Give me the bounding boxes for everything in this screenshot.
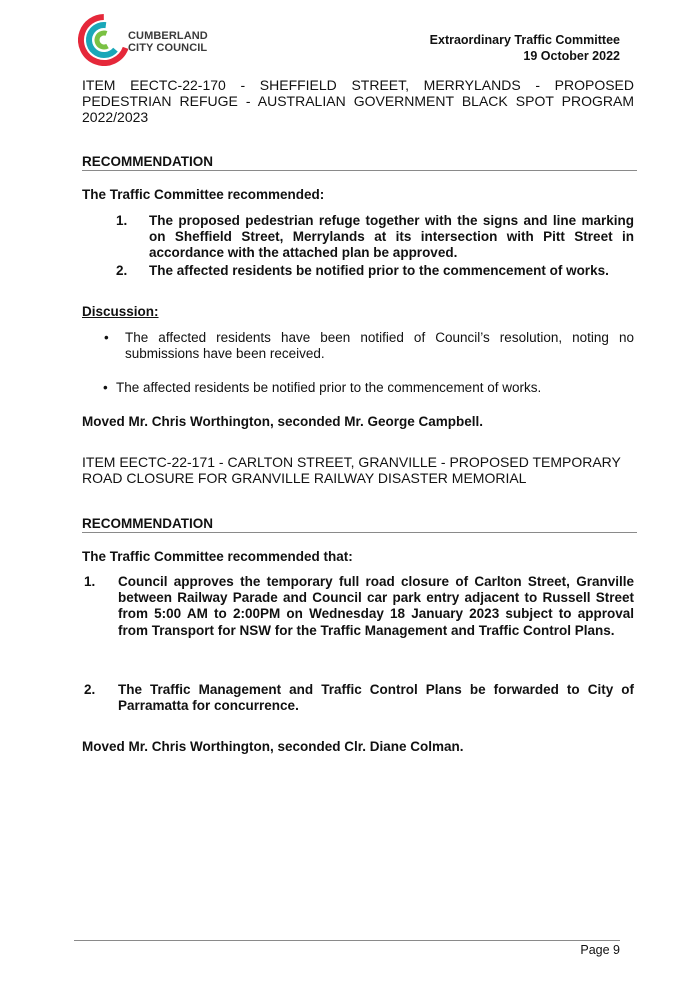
list-text: The Traffic Management and Traffic Control Plans be forwarded to City of Parramatta for concurrence. — [118, 682, 634, 714]
list-text: Council approves the temporary full road closure of Carlton Street, Granville between Railway Parade and Council car park entry adjacent to Russell Street from 5:00 AM to 2:00PM on Wednesday 18 January 2023 subject to approval from Transport for NSW for the Traffic Management and Traffic Control Plans. — [118, 574, 634, 638]
item2-recommendation-heading: RECOMMENDATION — [82, 516, 637, 533]
item2-intro: The Traffic Committee recommended that: — [82, 549, 353, 564]
page-number: Page 9 — [580, 943, 620, 957]
item1-title-line3: 2022/2023 — [82, 109, 149, 125]
list-number: 2. — [84, 682, 96, 697]
bullet-icon: • — [103, 380, 108, 395]
item2-title-line2: ROAD CLOSURE FOR GRANVILLE RAILWAY DISASTER MEMORIAL — [82, 470, 527, 486]
document-header — [430, 32, 620, 64]
org-name-line1: CUMBERLAND — [128, 30, 208, 42]
item1-moved: Moved Mr. Chris Worthington, seconded Mr. George Campbell. — [82, 414, 484, 429]
committee-name: Extraordinary Traffic Committee — [429, 33, 620, 47]
item1-title-line1: ITEM EECTC-22-170 - SHEFFIELD STREET, MERRYLANDS - PROPOSED — [82, 77, 634, 93]
list-number: 1. — [84, 574, 96, 589]
footer-divider — [74, 940, 620, 941]
list-number: 2. — [116, 263, 128, 278]
council-logo-icon — [78, 14, 130, 66]
item2-moved: Moved Mr. Chris Worthington, seconded Clr. Diane Colman. — [82, 739, 464, 754]
item2-title-line1: ITEM EECTC-22-171 - CARLTON STREET, GRANVILLE - PROPOSED TEMPORARY — [82, 454, 621, 470]
item1-recommendation-heading: RECOMMENDATION — [82, 154, 637, 171]
bullet-text: The affected residents have been notified of Council’s resolution, noting no submissions have been received. — [125, 330, 634, 362]
bullet-icon: • — [104, 330, 109, 345]
org-name-line2: CITY COUNCIL — [128, 42, 208, 54]
list-text: The affected residents be notified prior to the commencement of works. — [149, 263, 609, 278]
list-number: 1. — [116, 213, 128, 228]
council-logo-text — [128, 30, 208, 54]
item1-intro: The Traffic Committee recommended: — [82, 187, 325, 202]
bullet-text: The affected residents be notified prior to the commencement of works. — [116, 380, 542, 395]
item1-title-line2: PEDESTRIAN REFUGE - AUSTRALIAN GOVERNMENT BLACK SPOT PROGRAM — [82, 93, 634, 109]
item1-discussion-heading: Discussion: — [82, 304, 159, 319]
meeting-date: 19 October 2022 — [523, 49, 620, 63]
list-text: The proposed pedestrian refuge together with the signs and line marking on Sheffield Street, Merrylands at its intersection with Pitt Street in accordance with the attached plan be approved. — [149, 213, 634, 261]
